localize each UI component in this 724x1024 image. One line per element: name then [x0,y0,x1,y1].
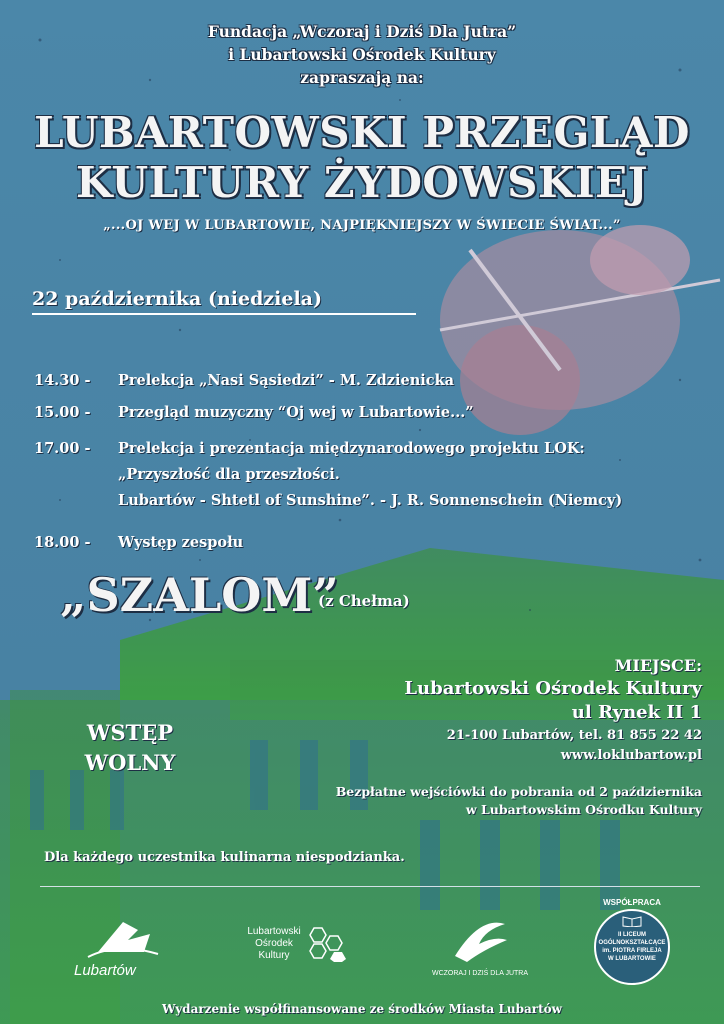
cooperation-label: WSPÓŁPRACA [603,898,661,907]
lubartow-logo-text: Lubartów [74,962,136,979]
band-name: „SZALOM” [60,568,339,622]
lok-logo-line-2: Ośrodek [255,938,293,949]
band-origin: (z Chełma) [318,592,410,610]
venue-website: www.loklubartow.pl [560,748,702,763]
title-line-1: LUBARTOWSKI PRZEGLĄD [34,108,690,157]
event-date: 22 października (niedziela) [32,288,322,310]
schedule-event: Przegląd muzyczny “Oj wej w Lubartowie...” [118,404,474,421]
fundacja-logo [420,916,540,977]
schedule-event: Występ zespołu [118,534,244,551]
school-line-2: OGÓLNOKSZTAŁCĄCE [598,940,666,946]
school-emblem [594,909,670,985]
schedule-time: 15.00 - [34,404,91,421]
hexagon-icon [304,926,352,962]
schedule-time: 18.00 - [34,534,91,551]
invite-line: zapraszają na: [300,68,424,87]
tickets-line-2: w Lubartowskim Ośrodku Kultury [465,802,702,817]
swoosh-icon [445,916,515,966]
free-entry-line-1: WSTĘP [86,720,174,745]
schedule-time: 17.00 - [34,440,91,457]
lubartow-logo [68,912,178,982]
lubartow-mark-icon [68,912,178,962]
organizer-line-2: i Lubartowski Ośrodek Kultury [228,45,496,64]
venue-street: ul Rynek II 1 [571,702,702,723]
school-line-4: W LUBARTOWIE [608,956,656,962]
school-line-3: im. PIOTRA FIRLEJA [602,948,662,954]
schedule-event: „Przyszłość dla przeszłości. [118,466,340,483]
fundacja-logo-text: WCZORAJ I DZIŚ DLA JUTRA [431,970,529,977]
organizer-line-1: Fundacja „Wczoraj i Dziś Dla Jutra” [207,22,517,41]
book-icon [622,915,642,927]
lok-logo-line-3: Kultury [258,950,290,961]
lok-logo [244,926,364,962]
title-tagline: „...OJ WEJ W LUBARTOWIE, NAJPIĘKNIEJSZY W ŚWIECIE ŚWIAT...” [103,218,621,233]
schedule-event: Prelekcja i prezentacja międzynarodowego projektu LOK: [118,440,585,457]
free-entry-line-2: WOLNY [84,750,176,775]
venue-name: Lubartowski Ośrodek Kultury [404,678,702,699]
tickets-line-1: Bezpłatne wejściówki do pobrania od 2 października [335,784,702,799]
title-line-2: KULTURY ŻYDOWSKIEJ [75,158,649,207]
lok-logo-line-1: Lubartowski [247,926,301,937]
schedule-time: 14.30 - [34,372,91,389]
schedule-event: Lubartów - Shtetl of Sunshine”. - J. R. Sonnenschein (Niemcy) [118,492,623,509]
venue-phone: 21-100 Lubartów, tel. 81 855 22 42 [446,728,702,743]
school-logo [590,898,674,985]
school-line-1: II LICEUM [618,932,646,938]
cofinancing-footer: Wydarzenie współfinansowane ze środków Miasta Lubartów [162,1002,562,1016]
venue-label: MIEJSCE: [614,656,702,675]
divider [40,886,700,887]
culinary-note: Dla każdego uczestnika kulinarna niespodzianka. [44,850,405,865]
schedule-event: Prelekcja „Nasi Sąsiedzi” - M. Zdzienicka [118,372,455,389]
date-underline [32,313,416,315]
